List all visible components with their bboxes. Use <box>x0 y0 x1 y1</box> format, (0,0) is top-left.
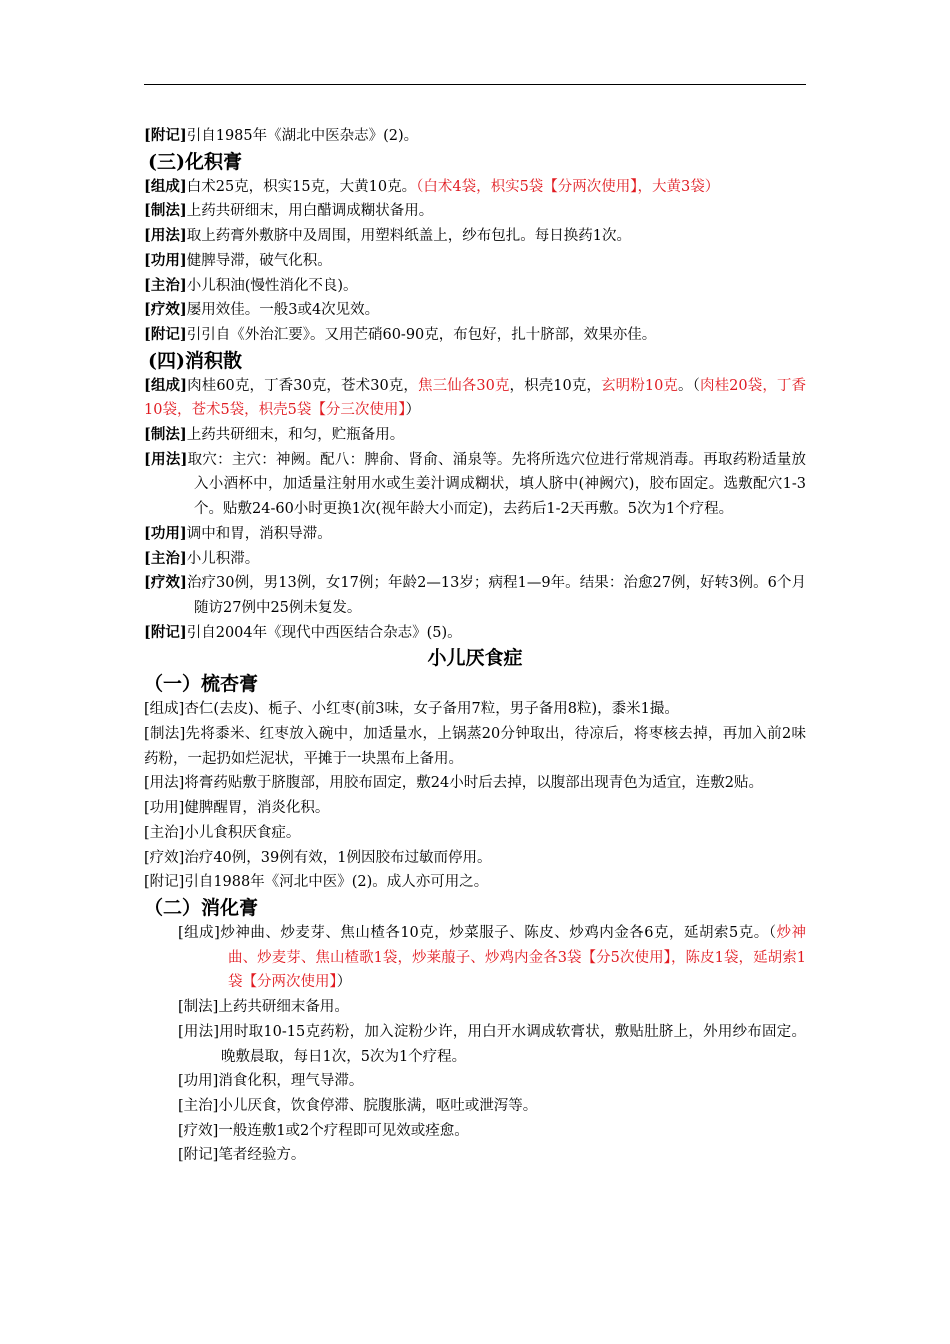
zucheng-text: 白术25克，枳实15克，大黄10克。 <box>186 178 417 195</box>
section-title-huajigao: (三)化积膏 <box>148 150 242 173</box>
zhuzhi-line <box>144 274 806 299</box>
fuji-line: [附记]引自1988年《河北中医》(2)。成人亦可用之。 <box>144 874 489 891</box>
zhifa-line: [制法]上药共研细末备用。 <box>178 999 349 1016</box>
zhifa-text: 上药共研细末，和匀，贮瓶备用。 <box>186 427 405 444</box>
yongfa-text: 取上药膏外敷脐中及周围，用塑料纸盖上，纱布包扎。每日换药1次。 <box>186 228 631 245</box>
zhuzhi-line <box>144 547 806 572</box>
liaoxiao-text: 屡用效佳。一般3或4次见效。 <box>186 302 380 319</box>
fuji-text: 引自2004年《现代中西医结合杂志》(5)。 <box>186 624 462 641</box>
zucheng-line <box>178 921 806 995</box>
chapter-title: 小儿厌食症 <box>427 647 523 670</box>
tag-label: [功用] <box>144 251 187 269</box>
yongfa-line <box>144 448 806 522</box>
fuji-line <box>144 323 806 348</box>
gongyong-line: [功用]健脾醒胃，消炎化积。 <box>144 800 330 817</box>
tag-label: [附记] <box>144 623 187 641</box>
yongfa-line: [用法]用时取10-15克药粉，加入淀粉少许，用白开水调成软膏状，敷贴肚脐上，外用纱布固定。晚敷晨取，每日1次，5次为1个疗程。 <box>178 1023 806 1065</box>
zucheng-red-text: 玄明粉10克 <box>601 377 679 394</box>
zucheng-note-red: 肉桂20袋，丁香10袋，苍术5袋，枳壳5袋【分三次使用】 <box>144 377 807 419</box>
xiaohuagao-body <box>178 921 806 1168</box>
document-body <box>144 124 806 1168</box>
zucheng-note-red: （白术4袋，枳实5袋【分两次使用】，大黄3袋） <box>416 178 720 195</box>
zucheng-line <box>144 374 806 423</box>
yongfa-text: 取穴：主穴：神阙。配八：脾俞、肾俞、涌泉等。先将所选穴位进行常规消毒。再取药粉适量放入小酒杯中，加适量注射用水或生姜汁调成糊状，填人脐中(神阙穴)，胶布固定。选敷配穴1-3个。贴敷24-60小时更换1次(视年龄大小而定)，去药后1-2天再敷。5次为1个疗程。 <box>187 451 806 518</box>
tag-label: [组成] <box>144 177 187 195</box>
zucheng-red-text: 焦三仙各30克 <box>417 377 510 394</box>
zhifa-line <box>144 199 806 224</box>
liaoxiao-line: [疗效]治疗40例，39例有效，1例因胶布过敏而停用。 <box>144 849 492 866</box>
liaoxiao-text: 治疗30例，男13例，女17例；年龄2—13岁；病程1—9年。结果：治愈27例，好转3例。6个月随访27例中25例未复发。 <box>186 575 806 616</box>
zucheng-text: 肉桂60克，丁香30克，苍术30克， <box>187 377 418 394</box>
section-title-huixinggao: （一）梳杏膏 <box>144 673 259 696</box>
tag-label: [主治] <box>144 276 187 294</box>
gongyong-line <box>144 249 806 274</box>
gongyong-line: [功用]消食化积，理气导滞。 <box>178 1073 364 1090</box>
gongyong-text: 调中和胃，消积导滞。 <box>186 525 332 542</box>
tag-label: [功用] <box>144 524 187 542</box>
fuji-line <box>144 621 806 646</box>
zucheng-line: [组成]杏仁(去皮)、栀子、小红枣(前3味，女子备用7粒，男子备用8粒)，黍米1撮。 <box>144 701 679 718</box>
zucheng-text: ） <box>405 402 421 419</box>
zucheng-text: ，枳壳10克， <box>509 377 602 394</box>
fuji-text: 引引自《外治汇要》。又用芒硝60-90克，布包好，扎十脐部，效果亦佳。 <box>186 326 657 343</box>
tag-label: [组成] <box>144 376 188 394</box>
tag-label: [用法] <box>144 227 187 245</box>
tag-label: [主治] <box>144 549 187 567</box>
yongfa-line: [用法]将膏药贴敷于脐腹部，用胶布固定，敷24小时后去掉，以腹部出现青色为适宜，连敷2贴。 <box>144 775 763 792</box>
zucheng-text: （ <box>768 924 777 941</box>
tag-label: [制法] <box>144 426 187 444</box>
fuji-text: 引自1985年《湖北中医杂志》(2)。 <box>186 128 419 144</box>
zhuzhi-text: 小儿积滞。 <box>186 550 260 567</box>
zhuzhi-line: [主治]小儿食积厌食症。 <box>144 824 301 841</box>
zhifa-text: 上药共研细末，用白醋调成糊状备用。 <box>186 203 434 220</box>
zucheng-text: [组成]炒神曲、炒麦芽、焦山楂各10克，炒菜服子、陈皮、炒鸡内金各6克，延胡索5克。 <box>178 924 769 941</box>
tag-label: [制法] <box>144 202 187 220</box>
tag-label: [疗效] <box>144 301 187 319</box>
gongyong-line <box>144 522 806 547</box>
zucheng-note-red: 炒神曲、炒麦芽、焦山楂歌1袋，炒莱菔子、炒鸡内金各3袋【分5次使用】，陈皮1袋，延胡索1袋【分两次使用】 <box>228 924 807 991</box>
zhuzhi-text: 小儿积油(慢性消化不良)。 <box>186 277 358 294</box>
zhifa-line: [制法]先将黍米、红枣放入碗中，加适量水，上锅蒸20分钟取出，待凉后，将枣核去掉，再加入前2味药粉，一起扔如烂泥状，平摊于一块黑布上备用。 <box>144 726 806 767</box>
tag-label: [附记] <box>144 325 187 343</box>
zhifa-line <box>144 423 806 448</box>
zhuzhi-line: [主治]小儿厌食，饮食停滞、脘腹胀满，呕吐或泄泻等。 <box>178 1097 538 1114</box>
liaoxiao-line <box>144 298 806 323</box>
tag-label: [附记] <box>144 127 187 144</box>
section-title-xiaojisan: (四)消积散 <box>148 349 242 372</box>
zucheng-line <box>144 175 806 200</box>
liaoxiao-line: [疗效]一般连敷1或2个疗程即可见效或痊愈。 <box>178 1122 469 1139</box>
fuji-line <box>144 124 806 149</box>
yongfa-line <box>144 224 806 249</box>
gongyong-text: 健脾导滞，破气化积。 <box>186 252 332 269</box>
header-rule <box>144 84 806 85</box>
zucheng-text: 。（ <box>678 377 700 394</box>
liaoxiao-line <box>144 571 806 620</box>
tag-label: [疗效] <box>144 574 187 592</box>
tag-label: [用法] <box>144 450 188 468</box>
fuji-line: [附记]笔者经验方。 <box>178 1147 306 1164</box>
section-title-xiaohuagao: （二）消化膏 <box>144 896 259 919</box>
zucheng-text: ） <box>336 974 352 991</box>
